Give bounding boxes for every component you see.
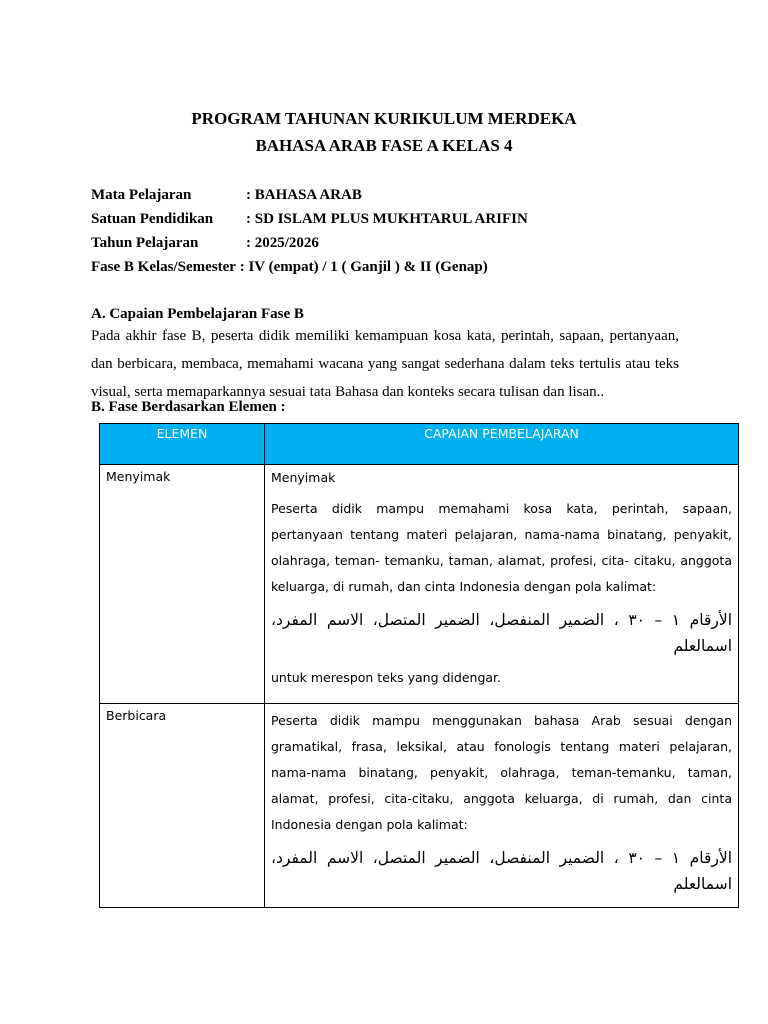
info-value: : BAHASA ARAB bbox=[246, 187, 362, 203]
achievement-cell bbox=[265, 704, 739, 908]
document-title-line2: BAHASA ARAB FASE A KELAS 4 bbox=[255, 136, 513, 155]
elements-table bbox=[99, 423, 739, 908]
info-value: : 2025/2026 bbox=[246, 235, 319, 251]
info-label: Mata Pelajaran bbox=[91, 187, 192, 203]
arabic-pattern-text: الأرقام ١ – ٣٠ ، الضمير المنفصل، الضمير المتصل، الاسم المفرد، اسمالعلم bbox=[271, 849, 732, 893]
info-label: Satuan Pendidikan bbox=[91, 211, 214, 227]
section-a-paragraph: Pada akhir fase B, peserta didik memiliki kemampuan kosa kata, perintah, sapaan, pertanyaan, dan berbicara, membaca, memahami wacana yang sangat sederhana dalam teks tertulis atau teks visual, serta memaparkannya sesuai tata Bahasa dan konteks secara tulisan dan lisan.. bbox=[91, 328, 679, 400]
info-row-year bbox=[91, 231, 528, 255]
table-row bbox=[100, 465, 739, 704]
info-row-class-semester bbox=[91, 255, 528, 279]
achievement-label: Menyimak bbox=[271, 470, 336, 485]
document-title-line1: PROGRAM TAHUNAN KURIKULUM MERDEKA bbox=[191, 109, 577, 128]
achievement-cell bbox=[265, 465, 739, 704]
column-header-element: ELEMEN bbox=[100, 424, 265, 465]
achievement-text: Peserta didik mampu memahami kosa kata, perintah, sapaan, pertanyaan tentang materi pelajaran, nama-nama binatang, penyakit, olahraga, teman- temanku, taman, alamat, profesi, cita- citaku, anggota keluarga, di rumah, dan cinta Indonesia dengan pola kalimat: bbox=[271, 501, 732, 594]
section-a-heading: A. Capaian Pembelajaran Fase B bbox=[91, 306, 304, 322]
column-header-achievement: CAPAIAN PEMBELAJARAN bbox=[265, 424, 739, 465]
table-row bbox=[100, 704, 739, 908]
info-label: Tahun Pelajaran bbox=[91, 235, 199, 251]
info-label-inline: Fase B Kelas/Semester bbox=[91, 259, 236, 275]
info-row-school bbox=[91, 207, 528, 231]
arabic-pattern-text: الأرقام ١ – ٣٠ ، الضمير المنفصل، الضمير المتصل، الاسم المفرد، اسمالعلم bbox=[271, 611, 732, 655]
info-row-subject bbox=[91, 183, 528, 207]
info-value: : IV (empat) / 1 ( Ganjil ) & II (Genap) bbox=[239, 259, 488, 275]
table-header-row bbox=[100, 424, 739, 465]
element-cell: Berbicara bbox=[100, 704, 265, 908]
info-block bbox=[91, 183, 528, 279]
element-cell: Menyimak bbox=[100, 465, 265, 704]
achievement-text: Peserta didik mampu menggunakan bahasa Arab sesuai dengan gramatikal, frasa, leksikal, atau fonologis tentang materi pelajaran, nama-nama binatang, penyakit, olahraga, teman-temanku, taman, alamat, profesi, cita-citaku, anggota keluarga, di rumah, dan cinta Indonesia dengan pola kalimat: bbox=[271, 713, 732, 832]
achievement-tail: untuk merespon teks yang didengar. bbox=[271, 670, 502, 685]
info-value: : SD ISLAM PLUS MUKHTARUL ARIFIN bbox=[246, 211, 528, 227]
section-b-heading: B. Fase Berdasarkan Elemen : bbox=[91, 399, 286, 415]
